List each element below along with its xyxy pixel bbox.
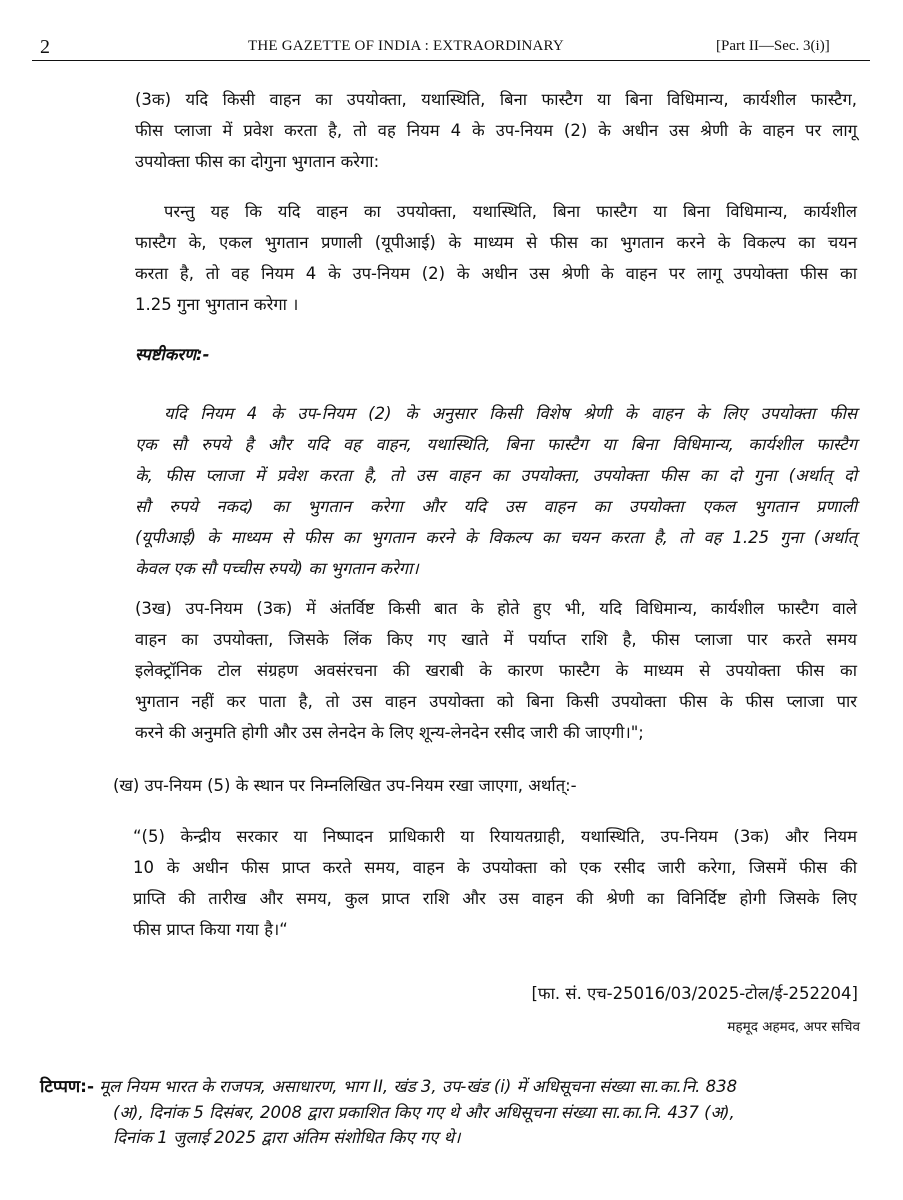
page-number: 2 [40,36,50,58]
part-section: [Part II—Sec. 3(i)] [716,38,830,54]
explanation-paragraph [135,398,857,584]
clause-kha: (ख) उप-नियम (5) के स्थान पर निम्नलिखित उप-नियम रखा जाएगा, अर्थात्:- [113,776,577,795]
text-line: यदि नियम 4 के उप-नियम (2) के अनुसार किसी विशेष श्रेणी के वाहन के लिए उपयोक्ता फीस [164,404,857,423]
text-line: फीस प्राप्त किया गया है।“ [133,920,288,939]
text-line: इलेक्ट्रॉनिक टोल संग्रहण अवसंरचना की खराबी के कारण फास्टैग के माध्यम से उपयोक्ता फीस का [135,661,857,680]
proviso-paragraph [135,196,857,320]
note-text: (अ), दिनांक 5 दिसंबर, 2008 द्वारा प्रकाशित किए गए थे और अधिसूचना संख्या सा.का.नि. 437 (अ), [113,1103,735,1122]
text-line: करने की अनुमति होगी और उस लेनदेन के लिए शून्य-लेनदेन रसीद जारी की जाएगी।"; [135,723,644,742]
text-line: केवल एक सौ पच्चीस रुपये) का भुगतान करेगा। [135,559,419,578]
text-line: सौ रुपये नकद) का भुगतान करेगा और यदि उस वाहन का उपयोक्ता एकल भुगतान प्रणाली [135,497,857,516]
text-line: फीस प्लाजा में प्रवेश करता है, तो वह नियम 4 के उप-नियम (2) के अधीन उस श्रेणी के वाहन पर लागू [135,121,857,140]
text-line: 10 के अधीन फीस प्राप्त करते समय, वाहन के उपयोक्ता को एक रसीद जारी करेगा, जिसमें फीस की [133,858,857,877]
text-line: प्राप्ति की तारीख और समय, कुल प्राप्त राशि और उस वाहन की श्रेणी का विनिर्दिष्ट होगी जिसके लिए [133,889,857,908]
text-line: भुगतान नहीं कर पाता है, तो उस वाहन उपयोक्ता को बिना किसी उपयोक्ता फीस के फीस प्लाजा पार [135,692,857,711]
note-text: मूल नियम भारत के राजपत्र, असाधारण, भाग II, खंड 3, उप-खंड (i) में अधिसूचना संख्या सा.का.नि. 838 [94,1077,738,1096]
text-line: उपयोक्ता फीस का दोगुना भुगतान करेगा: [135,152,380,171]
text-line: (3क) यदि किसी वाहन का उपयोक्ता, यथास्थिति, बिना फास्टैग या बिना विधिमान्य, कार्यशील फास्टैग, [135,90,857,109]
text-line: के, फीस प्लाजा में प्रवेश करता है, तो उस वाहन का उपयोक्ता, उपयोक्ता फीस का दो गुना (अर्थात् दो [135,466,857,485]
note-block [40,1074,860,1150]
text-line: (यूपीआई) के माध्यम से फीस का भुगतान करने के विकल्प का चयन करता है, तो वह 1.25 गुना (अर्थात् [135,528,857,547]
header-rule [32,60,870,61]
note-first-line [40,1074,860,1100]
signatory: महमूद अहमद, अपर सचिव [727,1019,860,1035]
note-text: दिनांक 1 जुलाई 2025 द्वारा अंतिम संशोधित किए गए थे। [113,1128,461,1147]
text-line: वाहन का उपयोक्ता, जिसके लिंक किए गए खाते में पर्याप्त राशि है, फीस प्लाजा पार करते समय [135,630,857,649]
text-line: फास्टैग के, एकल भुगतान प्रणाली (यूपीआई) के माध्यम से फीस का भुगतान करने के विकल्प का चयन [135,233,857,252]
text-line: परन्तु यह कि यदि वाहन का उपयोक्ता, यथास्थिति, बिना फास्टैग या बिना विधिमान्य, कार्यशील [164,202,857,221]
text-line: एक सौ रुपये है और यदि वह वाहन, यथास्थिति, बिना फास्टैग या बिना विधिमान्य, कार्यशील फास्टैग [135,435,857,454]
explanation-heading: स्पष्टीकरण:- [135,345,210,364]
rule-5-paragraph [133,821,857,945]
text-line: “(5) केन्द्रीय सरकार या निष्पादन प्राधिकारी या रियायतग्राही, यथास्थिति, उप-नियम (3क) और नियम [133,827,857,846]
text-line: 1.25 गुना भुगतान करेगा । [135,295,299,314]
note-label: टिप्पण:- [40,1077,95,1097]
text-line: (3ख) उप-नियम (3क) में अंतर्विष्ट किसी बात के होते हुए भी, यदि विधिमान्य, कार्यशील फास्टैग वाले [135,599,857,618]
file-reference: [फा. सं. एच-25016/03/2025-टोल/ई-252204] [531,984,858,1003]
text-line: करता है, तो वह नियम 4 के उप-नियम (2) के अधीन उस श्रेणी के वाहन पर लागू उपयोक्ता फीस का [135,264,857,283]
gazette-header [0,0,903,60]
para-3ka [135,84,857,177]
gazette-title: THE GAZETTE OF INDIA : EXTRAORDINARY [248,38,564,54]
para-3kha [135,593,857,748]
